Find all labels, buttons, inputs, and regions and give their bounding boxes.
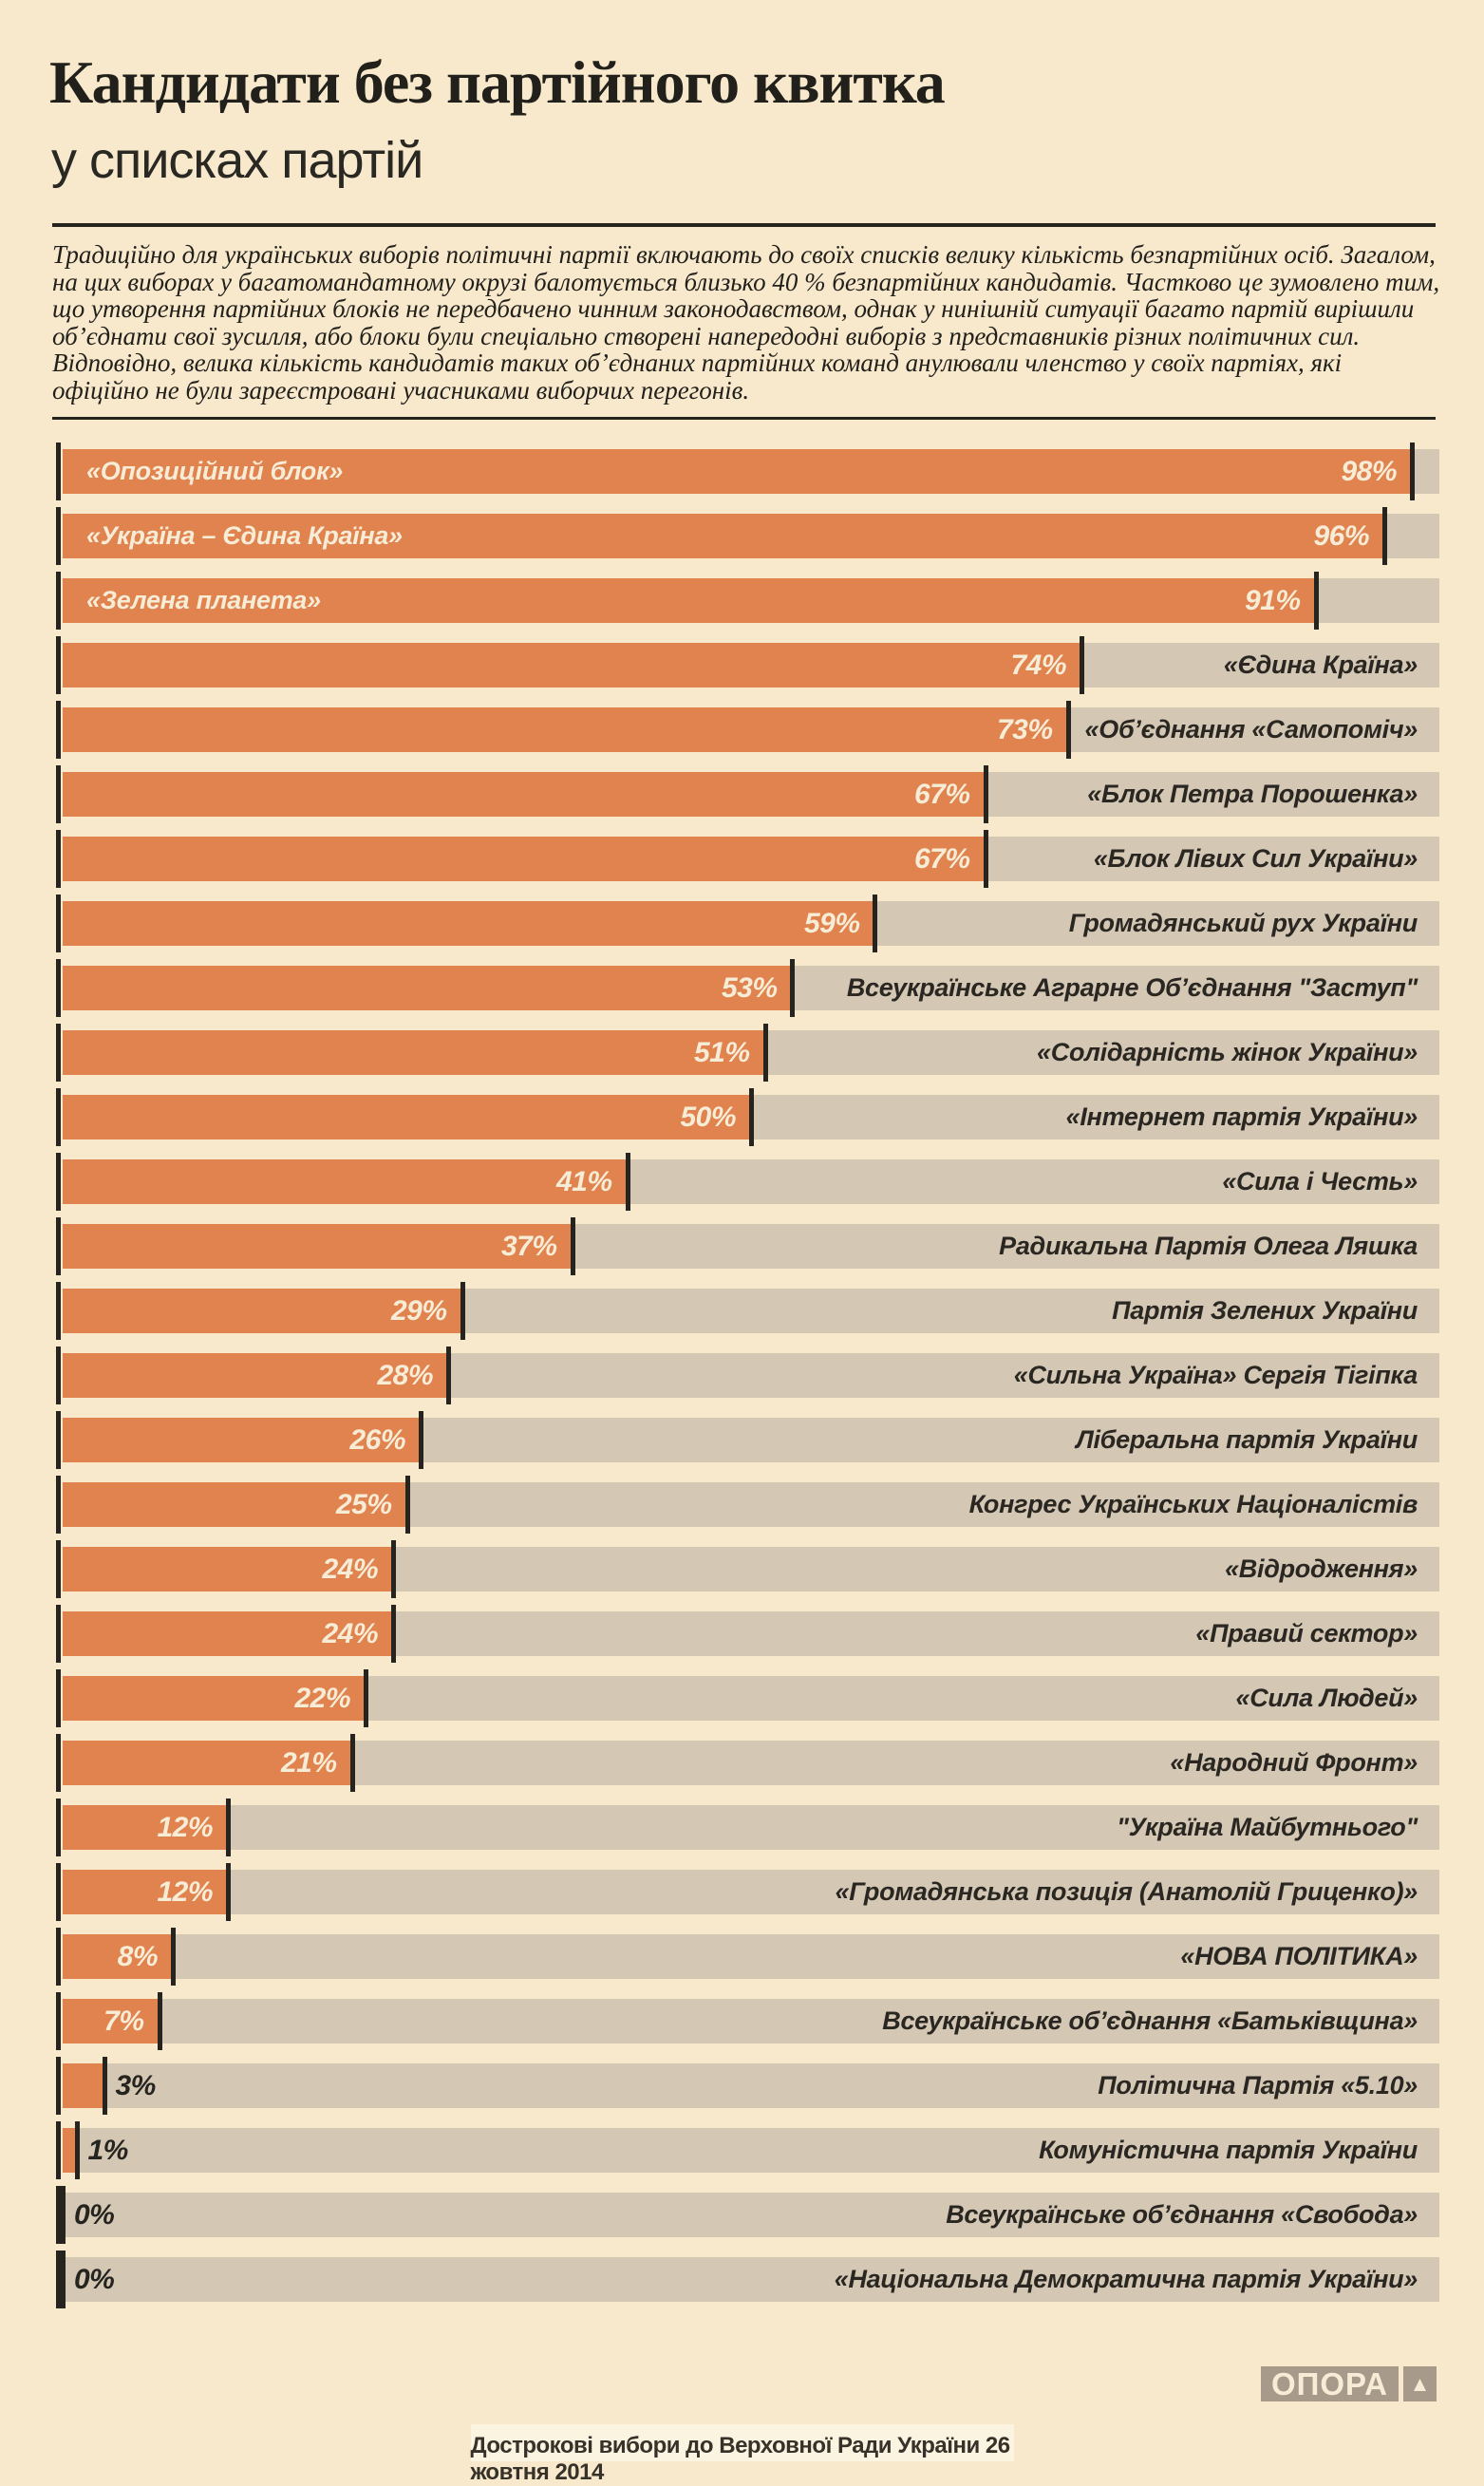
bar-row <box>63 1418 1439 1462</box>
bar-end-tick <box>1066 701 1071 759</box>
bar-category-label: «НОВА ПОЛІТИКА» <box>1180 1942 1418 1970</box>
bar-end-tick <box>61 2186 66 2244</box>
bar-start-tick <box>56 2121 61 2179</box>
bar-start-tick <box>56 959 61 1017</box>
bar-value-label: 12% <box>157 1875 213 1908</box>
bar-row <box>63 2128 1439 2173</box>
bar-start-tick <box>56 1153 61 1211</box>
bar-start-tick <box>56 1088 61 1146</box>
bar-row <box>63 901 1439 946</box>
bar-value-label: 41% <box>555 1165 612 1197</box>
bar-row <box>63 1095 1439 1139</box>
bar-start-tick <box>56 1669 61 1727</box>
bar-row <box>63 1611 1439 1656</box>
bar-category-label: «Солідарність жінок України» <box>1037 1038 1418 1066</box>
bar-start-tick <box>56 830 61 888</box>
bar-category-label: «Блок Петра Порошенка» <box>1087 780 1418 808</box>
bar-end-tick <box>226 1863 231 1921</box>
bar-category-label: "Україна Майбутнього" <box>1117 1813 1418 1841</box>
bar-fill <box>63 707 1068 752</box>
bar-category-label: Всеукраїнське об’єднання «Батьківщина» <box>882 2006 1418 2035</box>
bar-end-tick <box>984 765 988 823</box>
bar-value-label: 67% <box>913 842 970 875</box>
bar-start-tick <box>56 1024 61 1082</box>
bar-value-label: 91% <box>1244 584 1301 616</box>
bar-fill <box>63 643 1081 687</box>
bar-start-tick <box>56 2057 61 2115</box>
bar-row <box>63 1676 1439 1721</box>
bar-end-tick <box>391 1540 396 1598</box>
bar-category-label: «Україна – Єдина Країна» <box>86 521 403 550</box>
bar-fill <box>63 837 986 881</box>
bar-fill <box>63 1159 628 1204</box>
bar-category-label: Всеукраїнське Аграрне Об’єднання "Заступ" <box>846 973 1418 1002</box>
bar-start-tick <box>56 895 61 952</box>
bar-row <box>63 1289 1439 1333</box>
footer-caption: Дострокові вибори до Верховної Ради України 26 жовтня 2014 <box>470 2433 1010 2485</box>
bar-category-label: «Народний Фронт» <box>1170 1748 1418 1777</box>
bar-end-tick <box>1314 572 1319 630</box>
bar-category-label: Політична Партія «5.10» <box>1098 2071 1418 2100</box>
bar-start-tick <box>56 701 61 759</box>
bar-row <box>63 1353 1439 1398</box>
bar-category-label: «Сила і Честь» <box>1222 1167 1418 1196</box>
bar-value-label: 25% <box>335 1488 392 1520</box>
bar-start-tick <box>56 1799 61 1856</box>
bar-fill <box>63 1030 765 1075</box>
bar-fill <box>63 1095 751 1139</box>
bar-fill <box>63 1224 573 1269</box>
bar-value-label: 3% <box>115 2069 156 2101</box>
page-title: Кандидати без партійного квитка <box>49 48 945 116</box>
bar-end-tick <box>1410 443 1415 500</box>
bar-end-tick <box>984 830 988 888</box>
bar-value-label: 73% <box>996 713 1053 745</box>
bar-start-tick <box>56 1863 61 1921</box>
bar-end-tick <box>405 1476 410 1534</box>
bar-row <box>63 1934 1439 1979</box>
bar-category-label: «Блок Лівих Сил України» <box>1093 844 1418 873</box>
bar-value-label: 1% <box>87 2134 128 2166</box>
bar-row <box>63 1870 1439 1914</box>
bar-end-tick <box>103 2057 107 2115</box>
bar-category-label: «Опозиційний блок» <box>86 457 344 485</box>
bar-end-tick <box>391 1605 396 1663</box>
bar-category-label: «Об’єднання «Самопоміч» <box>1084 715 1418 744</box>
bar-fill <box>63 772 986 817</box>
bar-category-label: «Інтернет партія України» <box>1065 1102 1418 1131</box>
bar-value-label: 96% <box>1313 519 1369 552</box>
intro-divider <box>52 417 1436 420</box>
bar-category-label: Ліберальна партія України <box>1076 1425 1418 1454</box>
bar-end-tick <box>1080 636 1084 694</box>
intro-paragraph: Традиційно для українських виборів політичні партії включають до своїх списків велику кількість безпартійних осіб. Загалом, на цих виборах у багатомандатному окрузі балотується близько 40 % безпартійних кандидатів. Частково це зумовлено тим, що утворення партійних блоків не передбачено чинним законодавством, однак у нинішній ситуації багато партій вирішили об’єднати свої зусилля, або блоки були спеціально створені напередодні виборів з представників різних політичних сил. Відповідно, велика кількість кандидатів таких об’єднаних партійних команд анулювали членство у своїх партіях, які офіційно не були зареєстровані учасниками виборчих перегонів. <box>52 240 1440 405</box>
opora-logo <box>1261 2366 1437 2401</box>
bar-end-tick <box>419 1411 423 1469</box>
opora-logo-triangle-icon: ▲ <box>1403 2366 1437 2401</box>
bar-category-label: «Національна Демократична партія України» <box>834 2265 1418 2293</box>
footer-caption-strip <box>470 2424 1014 2485</box>
bar-end-tick <box>171 1928 176 1986</box>
bar-end-tick <box>873 895 877 952</box>
bar-row <box>63 837 1439 881</box>
bar-start-tick <box>56 765 61 823</box>
bar-row <box>63 1224 1439 1269</box>
bar-value-label: 29% <box>390 1294 447 1327</box>
bar-value-label: 12% <box>157 1811 213 1843</box>
bar-fill <box>63 901 875 946</box>
bar-value-label: 50% <box>680 1101 736 1133</box>
bar-value-label: 53% <box>721 971 778 1004</box>
bar-row <box>63 449 1439 494</box>
bar-start-tick <box>56 1411 61 1469</box>
bar-row <box>63 1999 1439 2043</box>
bar-row <box>63 1482 1439 1527</box>
bar-end-tick <box>571 1217 575 1275</box>
bar-row <box>63 1030 1439 1075</box>
bar-value-label: 24% <box>322 1617 378 1649</box>
bar-value-label: 0% <box>74 2263 115 2295</box>
bar-start-tick <box>56 1476 61 1534</box>
opora-logo-text: ОПОРА <box>1261 2366 1399 2401</box>
bar-start-tick <box>56 1605 61 1663</box>
bar-category-label: «Сила Людей» <box>1235 1684 1418 1712</box>
bar-end-tick <box>226 1799 231 1856</box>
bar-row <box>63 1547 1439 1591</box>
bar-end-tick <box>158 1992 162 2050</box>
bar-category-label: Громадянський рух України <box>1068 909 1418 937</box>
bar-value-label: 7% <box>103 2005 144 2037</box>
bar-row <box>63 643 1439 687</box>
bar-end-tick <box>446 1347 451 1404</box>
bar-value-label: 59% <box>803 907 860 939</box>
bar-end-tick <box>364 1669 368 1727</box>
bar-category-label: Всеукраїнське об’єднання «Свобода» <box>946 2200 1418 2229</box>
bar-category-label: Радикальна Партія Олега Ляшка <box>999 1232 1418 1260</box>
bar-value-label: 21% <box>280 1746 337 1779</box>
bar-start-tick <box>56 1347 61 1404</box>
bar-start-tick <box>56 1540 61 1598</box>
bar-category-label: «Зелена планета» <box>86 586 321 614</box>
page-subtitle: у списках партій <box>51 132 423 189</box>
bar-category-label: «Громадянська позиція (Анатолій Гриценко)» <box>835 1877 1418 1906</box>
bar-start-tick <box>56 507 61 565</box>
bar-value-label: 26% <box>349 1423 405 1456</box>
bar-start-tick <box>56 572 61 630</box>
bar-chart <box>63 449 1439 2322</box>
bar-end-tick <box>763 1024 768 1082</box>
bar-start-tick <box>56 1928 61 1986</box>
bar-category-label: Комуністична партія України <box>1039 2136 1418 2164</box>
bar-value-label: 28% <box>377 1359 433 1391</box>
header-divider <box>52 223 1436 227</box>
bar-end-tick <box>61 2251 66 2308</box>
bar-value-label: 24% <box>322 1553 378 1585</box>
bar-row <box>63 1741 1439 1785</box>
bar-row <box>63 1159 1439 1204</box>
bar-row <box>63 2063 1439 2108</box>
bar-start-tick <box>56 443 61 500</box>
bar-row <box>63 1805 1439 1850</box>
bar-value-label: 51% <box>693 1036 750 1068</box>
bar-row <box>63 578 1439 623</box>
bar-row <box>63 514 1439 558</box>
bar-value-label: 8% <box>117 1940 158 1972</box>
bar-fill <box>63 2063 104 2108</box>
bar-row <box>63 966 1439 1010</box>
bar-value-label: 67% <box>913 778 970 810</box>
bar-value-label: 0% <box>74 2198 115 2231</box>
bar-value-label: 98% <box>1341 455 1397 487</box>
bar-start-tick <box>56 1217 61 1275</box>
bar-start-tick <box>56 1282 61 1340</box>
bar-fill <box>63 966 793 1010</box>
bar-value-label: 74% <box>1010 649 1066 681</box>
bar-start-tick <box>56 1992 61 2050</box>
bar-start-tick <box>56 636 61 694</box>
bar-end-tick <box>460 1282 465 1340</box>
bar-category-label: Конгрес Українських Націоналістів <box>968 1490 1418 1518</box>
bar-value-label: 37% <box>500 1230 557 1262</box>
bar-start-tick <box>56 1734 61 1792</box>
bar-row <box>63 772 1439 817</box>
bar-end-tick <box>350 1734 355 1792</box>
bar-end-tick <box>626 1153 630 1211</box>
bar-row <box>63 2193 1439 2237</box>
bar-end-tick <box>1382 507 1387 565</box>
bar-end-tick <box>749 1088 754 1146</box>
bar-category-label: «Єдина Країна» <box>1223 650 1418 679</box>
bar-category-label: Партія Зелених України <box>1112 1296 1418 1325</box>
bar-value-label: 22% <box>294 1682 350 1714</box>
bar-category-label: «Відродження» <box>1225 1554 1418 1583</box>
bar-end-tick <box>75 2121 80 2179</box>
bar-row <box>63 2257 1439 2302</box>
bar-row <box>63 707 1439 752</box>
bar-category-label: «Сильна Україна» Сергія Тігіпка <box>1013 1361 1418 1389</box>
bar-category-label: «Правий сектор» <box>1195 1619 1418 1648</box>
bar-end-tick <box>790 959 795 1017</box>
